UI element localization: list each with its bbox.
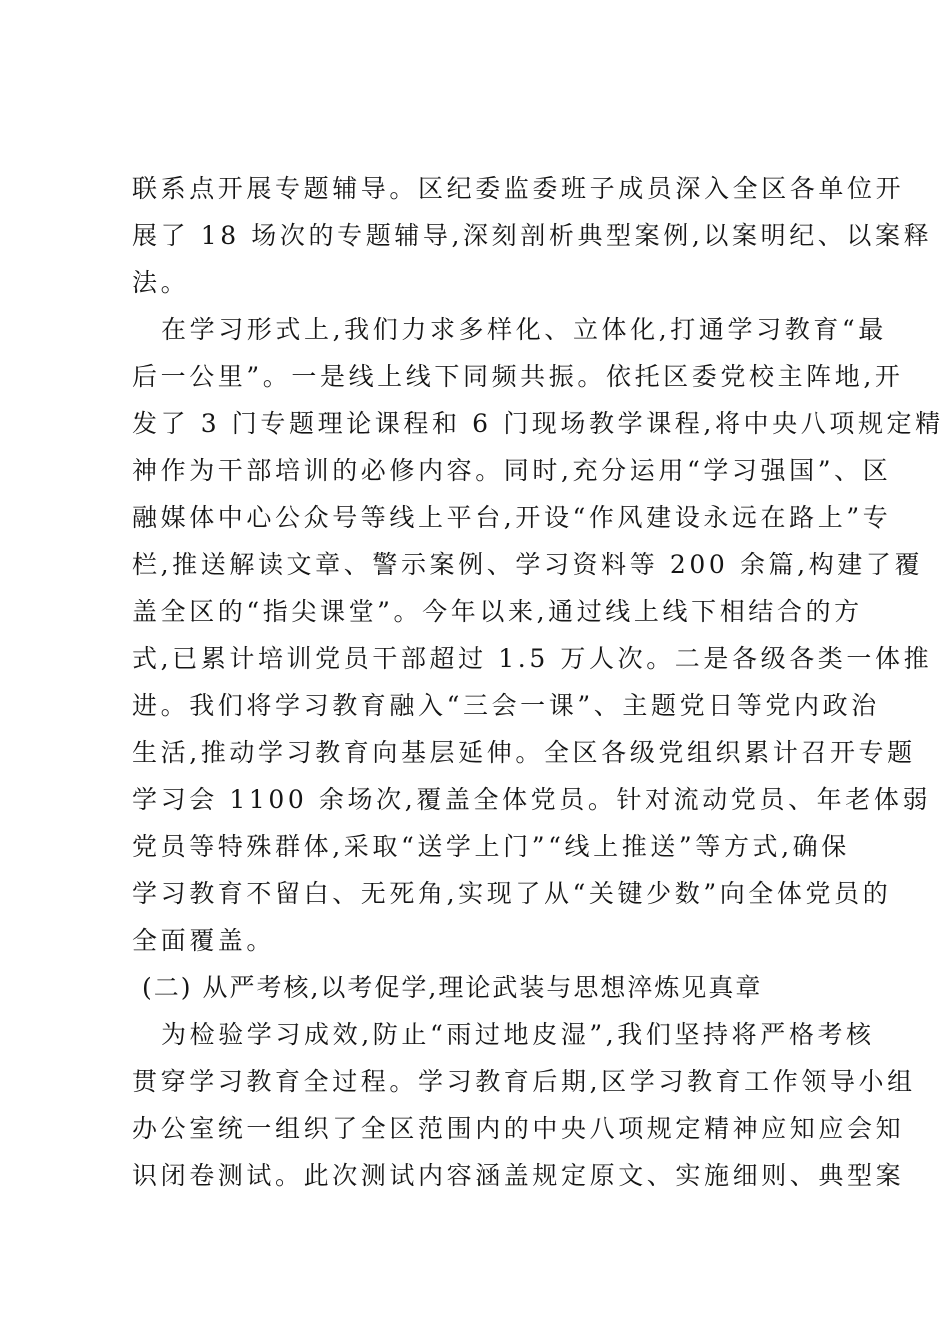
text-line: 后一公里”。一是线上线下同频共振。依托区委党校主阵地,开 <box>132 362 904 391</box>
text-line: 学习会 1100 余场次,覆盖全体党员。针对流动党员、年老体弱 <box>132 785 932 814</box>
text-line: 党员等特殊群体,采取“送学上门”“线上推送”等方式,确保 <box>132 832 850 861</box>
text-line: 全面覆盖。 <box>132 926 276 955</box>
text-line: 盖全区的“指尖课堂”。今年以来,通过线上线下相结合的方 <box>132 597 863 626</box>
paragraph-first-line: 在学习形式上,我们力求多样化、立体化,打通学习教育“最 <box>161 315 887 344</box>
document-body <box>132 165 944 1199</box>
text-line: 法。 <box>132 268 190 297</box>
section-heading: (二) 从严考核,以考促学,理论武装与思想淬炼见真章 <box>142 973 763 1002</box>
text-line: 栏,推送解读文章、警示案例、学习资料等 200 余篇,构建了覆 <box>132 550 924 579</box>
text-line: 进。我们将学习教育融入“三会一课”、主题党日等党内政治 <box>132 691 880 720</box>
text-line: 学习教育不留白、无死角,实现了从“关键少数”向全体党员的 <box>132 879 892 908</box>
text-line: 融媒体中心公众号等线上平台,开设“作风建设永远在路上”专 <box>132 503 892 532</box>
text-line: 贯穿学习教育全过程。学习教育后期,区学习教育工作领导小组 <box>132 1067 916 1096</box>
text-line: 展了 18 场次的专题辅导,深刻剖析典型案例,以案明纪、以案释 <box>132 221 933 250</box>
text-line: 发了 3 门专题理论课程和 6 门现场教学课程,将中央八项规定精 <box>132 409 944 438</box>
text-line: 识闭卷测试。此次测试内容涵盖规定原文、实施细则、典型案 <box>132 1161 905 1190</box>
text-line: 神作为干部培训的必修内容。同时,充分运用“学习强国”、区 <box>132 456 892 485</box>
text-line: 生活,推动学习教育向基层延伸。全区各级党组织累计召开专题 <box>132 738 916 767</box>
text-line: 联系点开展专题辅导。区纪委监委班子成员深入全区各单位开 <box>132 174 905 203</box>
paragraph-first-line: 为检验学习成效,防止“雨过地皮湿”,我们坚持将严格考核 <box>161 1020 875 1049</box>
text-line: 办公室统一组织了全区范围内的中央八项规定精神应知应会知 <box>132 1114 905 1143</box>
text-line: 式,已累计培训党员干部超过 1.5 万人次。二是各级各类一体推 <box>132 644 933 673</box>
